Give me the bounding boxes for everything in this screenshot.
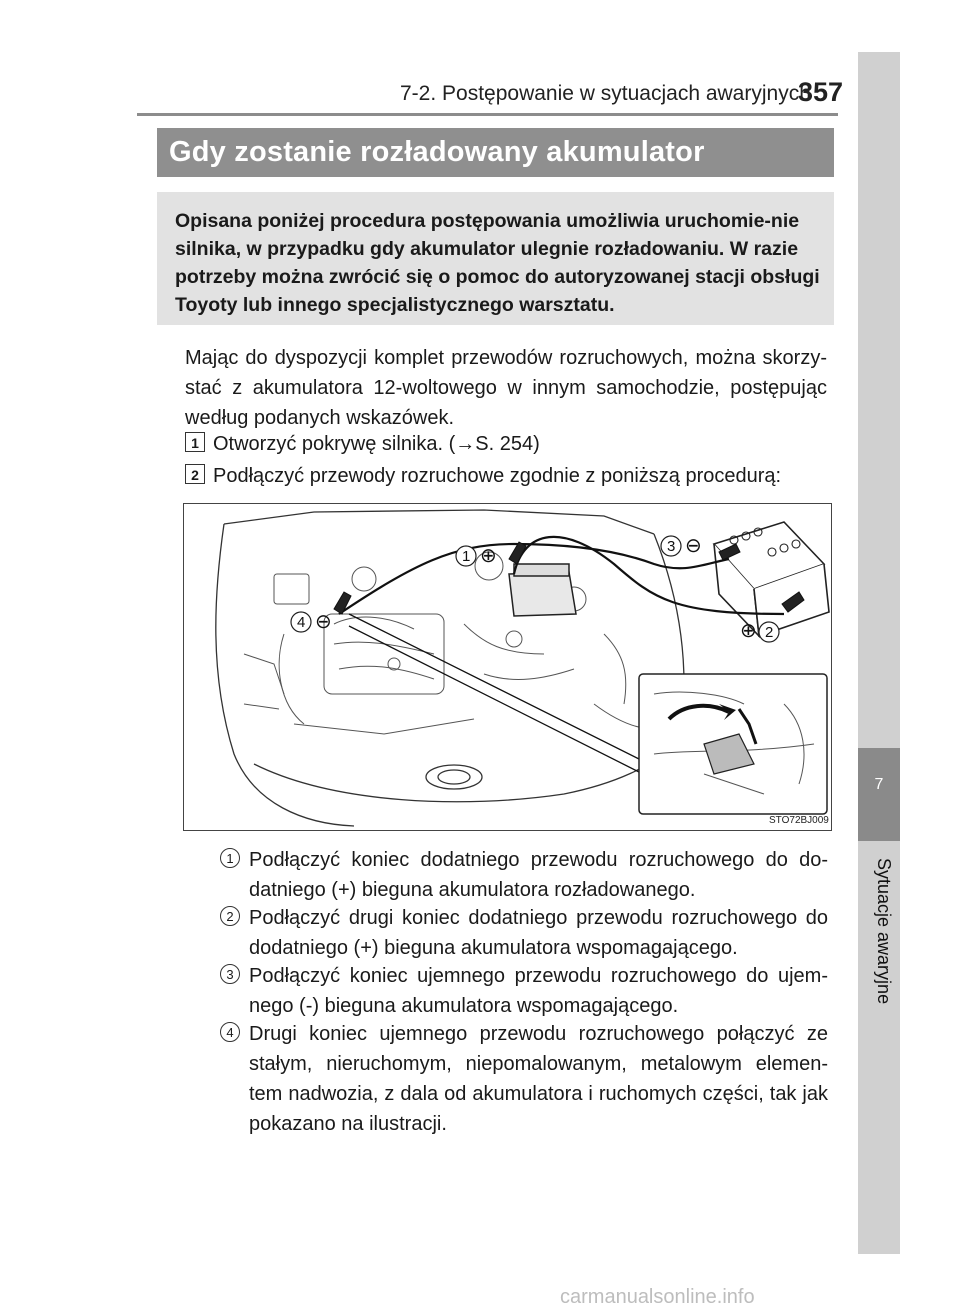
sub-item-number: 2 [220, 906, 240, 926]
booster-battery [714, 522, 829, 636]
callout-1-sign: ⊕ [480, 545, 497, 567]
chapter-number: 7 [874, 776, 884, 793]
sub-item-number: 4 [220, 1022, 240, 1042]
callout-3-number: 3 [667, 538, 676, 555]
step-1 [185, 429, 845, 459]
hood-opening-edge [224, 510, 654, 534]
toyota-emblem [426, 765, 482, 789]
sub-item-2 [220, 903, 828, 963]
intro-box [157, 192, 834, 325]
engine-bay-illustration [183, 503, 832, 831]
front-bumper [254, 744, 674, 802]
callout-3 [661, 535, 702, 557]
sub-item-3 [220, 961, 828, 1021]
discharged-battery [509, 564, 576, 616]
callout-4-number: 4 [297, 614, 306, 631]
intro-text: Opisana poniżej procedura postępowania umożliwia uruchomie-nie silnika, w przypadku gdy akumulator ulegnie rozładowaniu. W razie potrzeby można zwrócić się o pomoc do autoryzowanej stacji obsługi Toyoty lub innego specjalistycznego warsztatu. [175, 210, 820, 316]
body-paragraph: Mając do dyspozycji komplet przewodów rozruchowych, można skorzy-stać z akumulatora 12-woltowego w innym samochodzie, postępując według podanych wskazówek. [185, 347, 827, 429]
header-divider [137, 113, 838, 116]
engine-block [324, 614, 444, 694]
sub-item-text: Drugi koniec ujemnego przewodu rozruchowego połączyć ze stałym, nieruchomym, niepomalowanym, metalowym elemen-tem nadwozia, z dala od akumulatora i ruchomych części, tak jak pokazano na ilustracji. [249, 1023, 828, 1135]
sub-item-text: Podłączyć koniec dodatniego przewodu rozruchowego do do-datniego (+) bieguna akumulatora rozładowanego. [249, 849, 828, 901]
step-text: Otworzyć pokrywę silnika. (→S. 254) [213, 433, 540, 455]
step-number-box: 2 [185, 464, 205, 484]
step-number-box: 1 [185, 432, 205, 452]
sub-item-number: 1 [220, 848, 240, 868]
page-number: 357 [798, 77, 844, 107]
chapter-number-tab [858, 748, 900, 841]
sub-item-text: Podłączyć koniec ujemnego przewodu rozruchowego do ujem-nego (-) bieguna akumulatora wspomagającego. [249, 965, 828, 1017]
sub-item-number: 3 [220, 964, 240, 984]
figure-code: STO72BJ009 [769, 815, 829, 826]
chapter-label: Sytuacje awaryjne [874, 858, 894, 1005]
step-text: Podłączyć przewody rozruchowe zgodnie z poniższą procedurą: [213, 465, 782, 487]
page-header [0, 0, 960, 120]
callout-3-sign: ⊖ [685, 535, 702, 557]
ground-point-detail-inset [639, 674, 827, 814]
callout-2-sign: ⊕ [740, 620, 757, 642]
callout-2-number: 2 [765, 624, 774, 641]
sub-item-1 [220, 845, 828, 905]
jump-start-diagram [184, 504, 831, 830]
car-right-fender [654, 534, 684, 684]
watermark: carmanualsonline.info [560, 1286, 755, 1308]
clamp-4 [334, 592, 351, 614]
section-title: Gdy zostanie rozładowany akumulator [157, 128, 834, 177]
chapter-side-tab [858, 52, 900, 1254]
sub-item-4 [220, 1019, 828, 1139]
car-left-fender [216, 524, 354, 826]
sub-item-text: Podłączyć drugi koniec dodatniego przewodu rozruchowego do dodatniego (+) bieguna akumulatora wspomagającego. [249, 907, 828, 959]
callout-4-sign: ⊖ [315, 611, 332, 633]
callout-4 [291, 611, 332, 633]
callout-1-number: 1 [462, 548, 471, 565]
step-2 [185, 461, 845, 491]
header-section-title: 7-2. Postępowanie w sytuacjach awaryjnych [400, 82, 811, 105]
